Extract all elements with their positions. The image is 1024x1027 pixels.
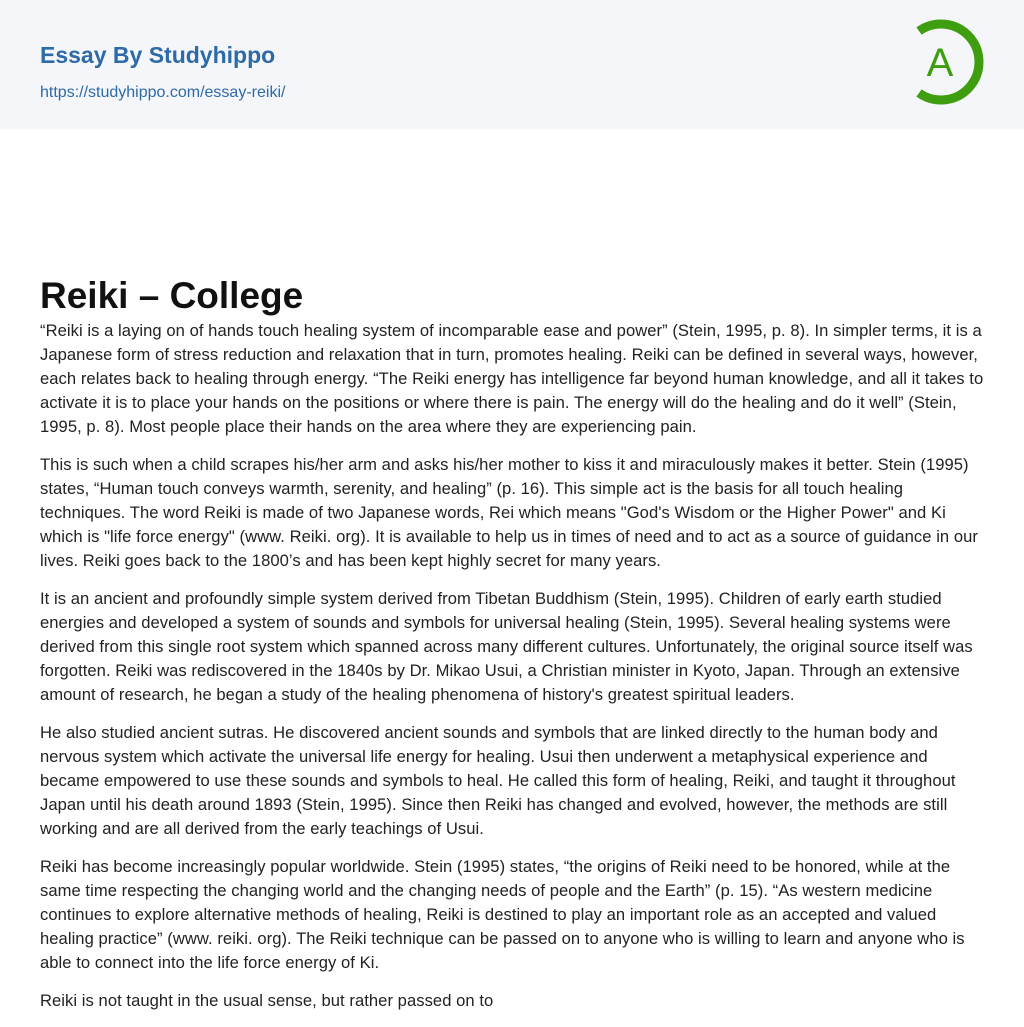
essay-url-link[interactable]: https://studyhippo.com/essay-reiki/ — [40, 84, 286, 101]
site-header — [0, 0, 1024, 129]
essay-title: Reiki – College — [40, 275, 304, 316]
essay-paragraph: This is such when a child scrapes his/her arm and asks his/her mother to kiss it and miraculously makes it better. Stein (1995) states, “Human touch conveys warmth, serenity, and healing” (p. 16). This simple act is the basis for all touch healing techniques. The word Reiki is made of two Japanese words, Rei which means "God's Wisdom or the Higher Power" and Ki which is "life force energy" (www. Reiki. org). It is available to help us in times of need and to act as a source of guidance in our lives. Reiki goes back to the 1800’s and has been kept highly secret for many years. — [40, 455, 979, 570]
essay-body — [0, 319, 1024, 1013]
logo-letter: A — [926, 41, 954, 85]
studyhippo-logo-icon[interactable] — [905, 19, 987, 105]
brand-title: Essay By Studyhippo — [40, 42, 276, 68]
essay-paragraph: He also studied ancient sutras. He discovered ancient sounds and symbols that are linked directly to the human body and nervous system which activate the universal life energy for healing. Usui then underwent a metaphysical experience and became empowered to use these sounds and symbols to heal. He called this form of healing, Reiki, and taught it throughout Japan until his death around 1893 (Stein, 1995). Since then Reiki has changed and evolved, however, the methods are still working and are all derived from the early teachings of Usui. — [40, 723, 956, 838]
essay-paragraph: Reiki has become increasingly popular worldwide. Stein (1995) states, “the origins of Reiki need to be honored, while at the same time respecting the changing world and the changing needs of people and the Earth” (p. 15). “As western medicine continues to explore alternative methods of healing, Reiki is destined to play an important role as an accepted and valued healing practice” (www. reiki. org). The Reiki technique can be passed on to anyone who is willing to learn and anyone who is able to connect into the life force energy of Ki. — [40, 857, 965, 972]
essay-paragraph: It is an ancient and profoundly simple system derived from Tibetan Buddhism (Stein, 1995). Children of early earth studied energies and developed a system of sounds and symbols for universal healing (Stein, 1995). Several healing systems were derived from this single root system which spanned across many different cultures. Unfortunately, the original source itself was forgotten. Reiki was rediscovered in the 1840s by Dr. Mikao Usui, a Christian minister in Kyoto, Japan. Through an extensive amount of research, he began a study of the healing phenomena of history's greatest spiritual leaders. — [40, 589, 973, 704]
essay-paragraph: “Reiki is a laying on of hands touch healing system of incomparable ease and power” (Stein, 1995, p. 8). In simpler terms, it is a Japanese form of stress reduction and relaxation that in turn, promotes healing. Reiki can be defined in several ways, however, each relates back to healing through energy. “The Reiki energy has intelligence far beyond human knowledge, and all it takes to activate it is to place your hands on the positions or where there is pain. The energy will do the healing and do it well” (Stein, 1995, p. 8). Most people place their hands on the area where they are experiencing pain. — [40, 321, 984, 436]
essay-paragraph: Reiki is not taught in the usual sense, but rather passed on to — [40, 991, 494, 1010]
